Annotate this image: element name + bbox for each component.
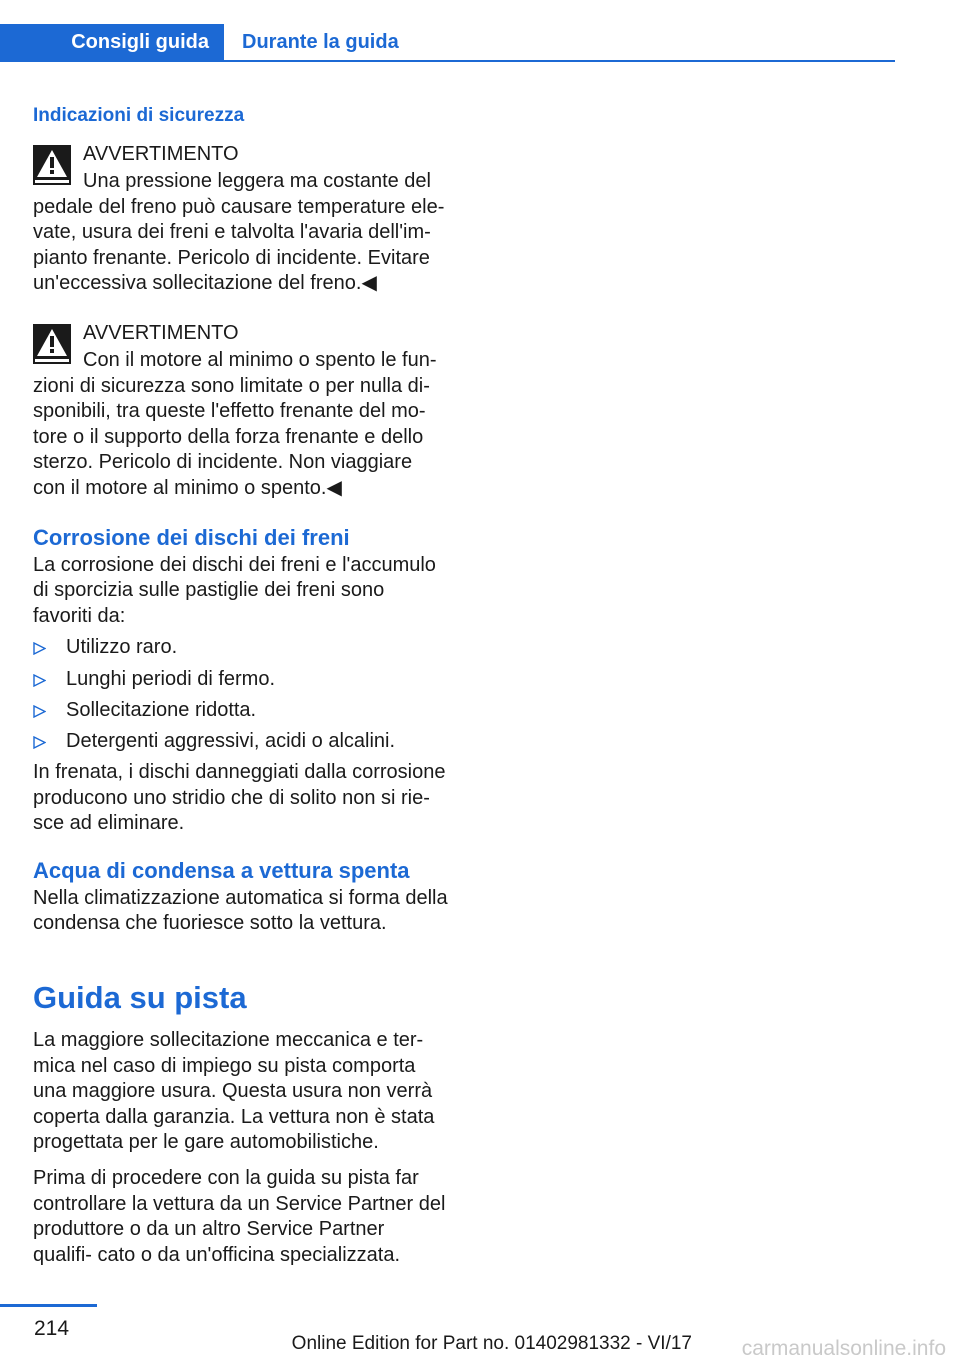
watermark: carmanualsonline.info [741, 1337, 946, 1360]
warning-text-first-line: Una pressione leggera ma costante del [83, 170, 431, 192]
header-divider [0, 60, 895, 62]
condensation-text: Nella climatizzazione automatica si forma della condensa che fuoriesce sotto la vettura. [33, 886, 448, 935]
list-item-text: Lunghi periodi di fermo. [66, 667, 276, 690]
warning-triangle-icon [33, 145, 71, 185]
triangle-bullet-icon [33, 642, 46, 655]
corrosion-heading: Corrosione dei dischi dei freni [33, 524, 350, 550]
list-item [33, 729, 448, 755]
edition-note: Online Edition for Part no. 01402981332 - VI/17 [291, 1333, 692, 1354]
corrosion-outro: In frenata, i dischi danneggiati dalla corrosione producono uno stridio che di solito non si rie‐ sce ad eliminare. [33, 761, 446, 835]
main-column [33, 100, 448, 1268]
track-paragraph-1: La maggiore sollecitazione meccanica e ter‐ mica nel caso di impiego su pista comporta una maggiore usura. Questa usura non verrà coperta dalla garanzia. La vettura non è stata progettata per le gare automobilistiche. [33, 1029, 435, 1154]
warning-block-engine-idle [33, 318, 448, 502]
list-item-text: Sollecitazione ridotta. [66, 698, 257, 721]
triangle-bullet-icon [33, 705, 46, 718]
warning-block-brake-pedal [33, 139, 448, 297]
page-number: 214 [34, 1317, 70, 1340]
tab-durante-la-guida: Durante la guida [242, 31, 399, 53]
condensation-heading: Acqua di condensa a vettura spenta [33, 857, 410, 883]
tab-consigli-guida: Consigli guida [0, 24, 224, 61]
list-item [33, 667, 448, 693]
warning-title: AVVERTIMENTO [83, 321, 239, 344]
corrosion-intro: La corrosione dei dischi dei freni e l'accumulo di sporcizia sulle pastiglie dei freni sono favoriti da: [33, 553, 436, 627]
list-item [33, 698, 448, 724]
triangle-bullet-icon [33, 736, 46, 749]
safety-heading: Indicazioni di sicurezza [33, 105, 245, 126]
list-item-text: Detergenti aggressivi, acidi o alcalini. [66, 729, 396, 752]
triangle-bullet-icon [33, 674, 46, 687]
warning-triangle-icon [33, 324, 71, 364]
list-item [33, 635, 448, 661]
footer-divider [0, 1304, 97, 1307]
track-paragraph-2: Prima di procedere con la guida su pista far controllare la vettura da un Service Partner del produttore o da un altro Service Partner qualifi‐ cato o da un'officina specializzata. [33, 1167, 446, 1266]
corrosion-list [33, 635, 448, 754]
warning-text: pedale del freno può causare temperature ele‐ vate, usura dei freni e talvolta l'avaria dell'im‐ pianto frenante. Pericolo di incidente. Evitare un'eccessiva sollecitazione del freno.◀ [33, 195, 445, 295]
warning-title: AVVERTIMENTO [83, 143, 239, 165]
chapter-title: Guida su pista [33, 980, 247, 1016]
list-item-text: Utilizzo raro. [66, 636, 178, 659]
warning-text-first-line: Con il motore al minimo o spento le fun‐ [83, 348, 437, 371]
warning-text: zioni di sicurezza sono limitate o per nulla di‐ sponibili, tra queste l'effetto frenante del mo‐ tore o il supporto della forza frenante e dello sterzo. Pericolo di incidente. Non viaggiare con il motore al minimo o spento.◀ [33, 374, 430, 499]
page-header [0, 0, 960, 64]
